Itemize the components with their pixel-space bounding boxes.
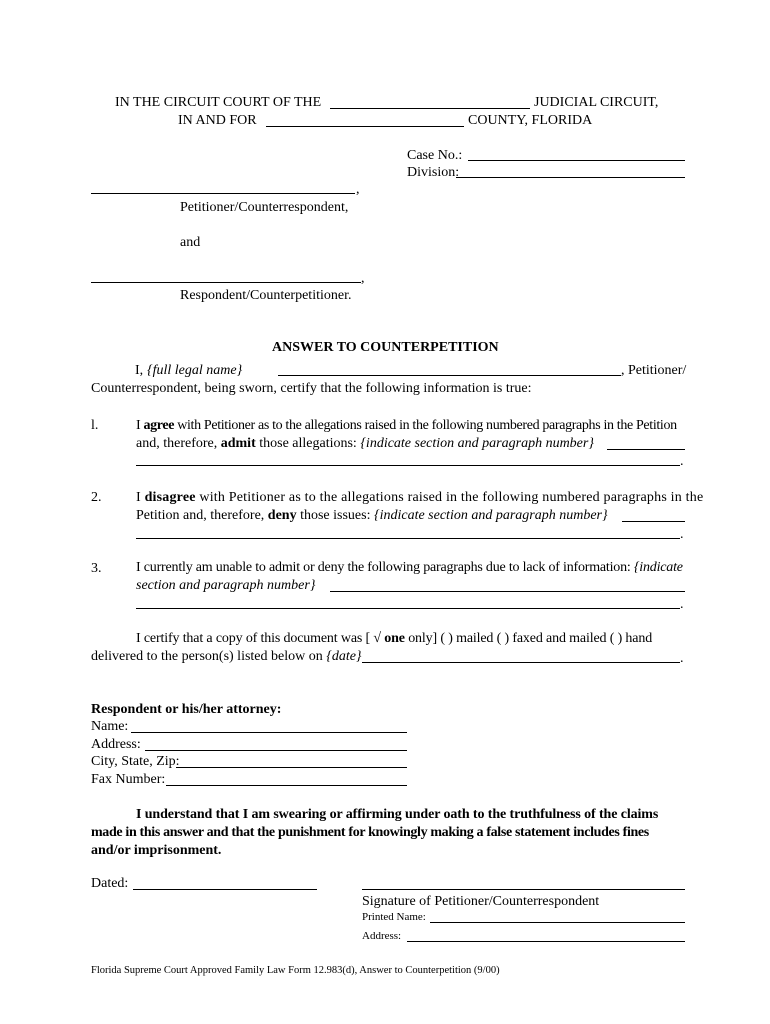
intro-i: I, [135, 363, 144, 378]
division-blank [456, 177, 685, 178]
signature-label: Signature of Petitioner/Counterrespondent [362, 894, 600, 909]
dated-field [133, 889, 317, 890]
case-no-label: Case No.: [407, 148, 463, 163]
respondent-comma: , [361, 271, 365, 286]
certify-period: . [680, 651, 684, 666]
oath-line2: made in this answer and that the punishment for knowingly making a false statement includes fines [91, 825, 649, 840]
item1-blank-a [607, 449, 685, 450]
item3-line2-hint: section and paragraph number} [136, 578, 316, 593]
check-mark: √ [373, 631, 381, 646]
petitioner-label: Petitioner/Counterrespondent, [180, 200, 349, 215]
respondent-name-field [131, 732, 407, 733]
oath-line3: and/or imprisonment. [91, 843, 222, 858]
item3-blank-a [330, 591, 685, 592]
item3-line1: I currently am unable to admit or deny the following paragraphs due to lack of information: {indicate [136, 560, 683, 575]
certify-line2: delivered to the person(s) listed below on {date} [91, 649, 362, 664]
full-name-blank [278, 375, 621, 376]
case-no-blank [468, 160, 685, 161]
petitioner-name-blank [91, 193, 355, 194]
item1-line1: I agree with Petitioner as to the allegations raised in the following numbered paragraphs in the Petition [136, 418, 677, 433]
item3-number: 3. [91, 561, 102, 576]
respondent-address-label: Address: [91, 737, 141, 752]
respondent-address-field [145, 750, 407, 751]
intro-petitioner-suffix: , Petitioner/ [621, 363, 687, 378]
court-header-line1-right: JUDICIAL CIRCUIT, [534, 95, 659, 110]
item1-number: l. [91, 418, 99, 433]
petitioner-comma: , [356, 182, 360, 197]
respondent-fax-field [166, 785, 407, 786]
certify-line1: I certify that a copy of this document was [ √ one only] ( ) mailed ( ) faxed and mailed ( ) hand [136, 631, 653, 646]
respondent-label: Respondent/Counterpetitioner. [180, 288, 352, 303]
item3-blank-b [136, 608, 680, 609]
court-header-line1-left: IN THE CIRCUIT COURT OF THE [115, 95, 322, 110]
respondent-city-field [176, 767, 407, 768]
certify-date-blank [362, 662, 680, 663]
form-footer: Florida Supreme Court Approved Family Law Form 12.983(d), Answer to Counterpetition (9/00) [91, 965, 500, 976]
item2-blank-a [622, 521, 685, 522]
respondent-heading: Respondent or his/her attorney: [91, 702, 282, 717]
dated-label: Dated: [91, 876, 129, 891]
division-label: Division: [407, 165, 460, 180]
respondent-name-blank [91, 282, 361, 283]
judicial-circuit-blank [330, 108, 530, 109]
item2-line1: I disagree with Petitioner as to the allegations raised in the following numbered paragraphs in the [136, 490, 704, 505]
item2-line2: Petition and, therefore, deny those issues: {indicate section and paragraph number} [136, 508, 608, 523]
and-label: and [180, 235, 201, 250]
respondent-city-label: City, State, Zip: [91, 754, 180, 769]
item2-blank-b [136, 538, 680, 539]
item1-line2: and, therefore, admit those allegations: {indicate section and paragraph number} [136, 436, 594, 451]
intro-line2: Counterrespondent, being sworn, certify that the following information is true: [91, 381, 532, 396]
item1-blank-b [136, 465, 680, 466]
court-header-line2-right: COUNTY, FLORIDA [468, 113, 593, 128]
respondent-name-label: Name: [91, 719, 129, 734]
county-blank [266, 126, 464, 127]
form-title: ANSWER TO COUNTERPETITION [272, 340, 499, 355]
intro-name-hint: {full legal name} [147, 363, 243, 378]
court-header-line2-left: IN AND FOR [178, 113, 257, 128]
item3-period: . [680, 597, 684, 612]
signature-address-label: Address: [362, 930, 402, 942]
signature-line [362, 889, 685, 890]
printed-name-field [430, 922, 685, 923]
oath-line1: I understand that I am swearing or affirming under oath to the truthfulness of the claims [136, 807, 659, 822]
item2-period: . [680, 527, 684, 542]
printed-name-label: Printed Name: [362, 911, 426, 923]
item2-number: 2. [91, 490, 102, 505]
item1-period: . [680, 454, 684, 469]
respondent-fax-label: Fax Number: [91, 772, 166, 787]
signature-address-field [407, 941, 685, 942]
